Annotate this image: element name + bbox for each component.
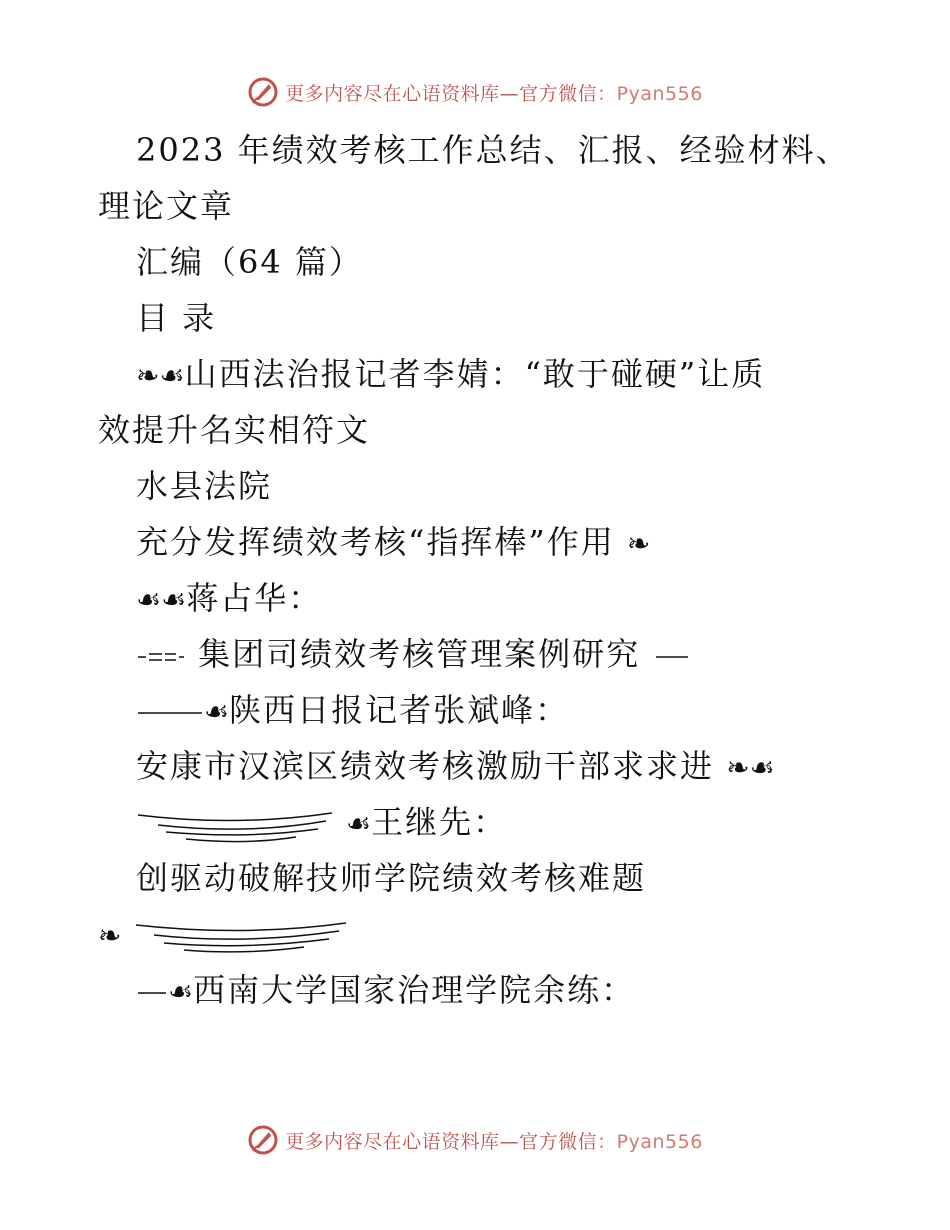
ornament-icon: ❧	[626, 527, 651, 560]
ornament-icon: ❧☙	[726, 751, 775, 784]
toc-entry-7: ☙西南大学国家治理学院余练：	[98, 962, 838, 1018]
quill-logo-icon	[247, 1124, 279, 1156]
dash-rule-icon	[136, 983, 168, 1003]
header-banner	[0, 72, 950, 112]
doc-title-line-2: 理论文章	[98, 187, 235, 225]
doc-title-line-1: 2023 年绩效考核工作总结、汇报、经验材料、	[136, 131, 850, 169]
toc-heading: 目 录	[136, 299, 217, 337]
footer-banner	[0, 1120, 950, 1160]
double-rule-icon	[136, 647, 186, 667]
wave-rule-icon	[134, 917, 349, 957]
ornament-icon: ❧☙	[136, 359, 185, 392]
ornament-icon: ☙☙	[136, 583, 187, 616]
toc-entry-1-cont: 效提升名实相符文	[98, 411, 371, 449]
doc-subtitle: 汇编（64 篇）	[136, 243, 363, 281]
ornament-icon: ☙	[168, 975, 194, 1008]
toc-entry-2: 水县法院	[136, 467, 273, 505]
ornament-icon: ☙	[346, 807, 372, 840]
toc-entry-3: 充分发挥绩效考核“指挥棒”作用 ❧	[136, 523, 651, 561]
toc-ornament-line	[98, 906, 838, 962]
ornament-icon: ☙	[204, 695, 230, 728]
toc-entry-4: 集团司绩效考核管理案例研究	[98, 626, 838, 682]
dash-rule-icon	[136, 703, 204, 723]
ornament-icon: ❧	[98, 919, 122, 952]
document-body	[98, 122, 850, 1018]
dash-rule-icon	[652, 647, 692, 667]
banner-text: 更多内容尽在心语资料库—官方微信：Pyan556	[285, 82, 703, 105]
toc-entry-1: ❧☙山西法治报记者李婧：“敢于碰硬”让质	[136, 355, 766, 393]
toc-entry-5-author: ☙王继先：	[98, 794, 838, 850]
wave-rule-icon	[136, 805, 346, 845]
quill-logo-icon	[247, 76, 279, 108]
toc-entry-6: 创驱动破解技师学院绩效考核难题	[136, 859, 647, 897]
toc-entry-4-author: ☙陕西日报记者张斌峰：	[98, 682, 838, 738]
toc-entry-3-author: ☙☙蒋占华：	[136, 579, 323, 617]
banner-text: 更多内容尽在心语资料库—官方微信：Pyan556	[285, 1130, 703, 1153]
toc-entry-5: 安康市汉滨区绩效考核激励干部求求进 ❧☙	[136, 747, 775, 785]
